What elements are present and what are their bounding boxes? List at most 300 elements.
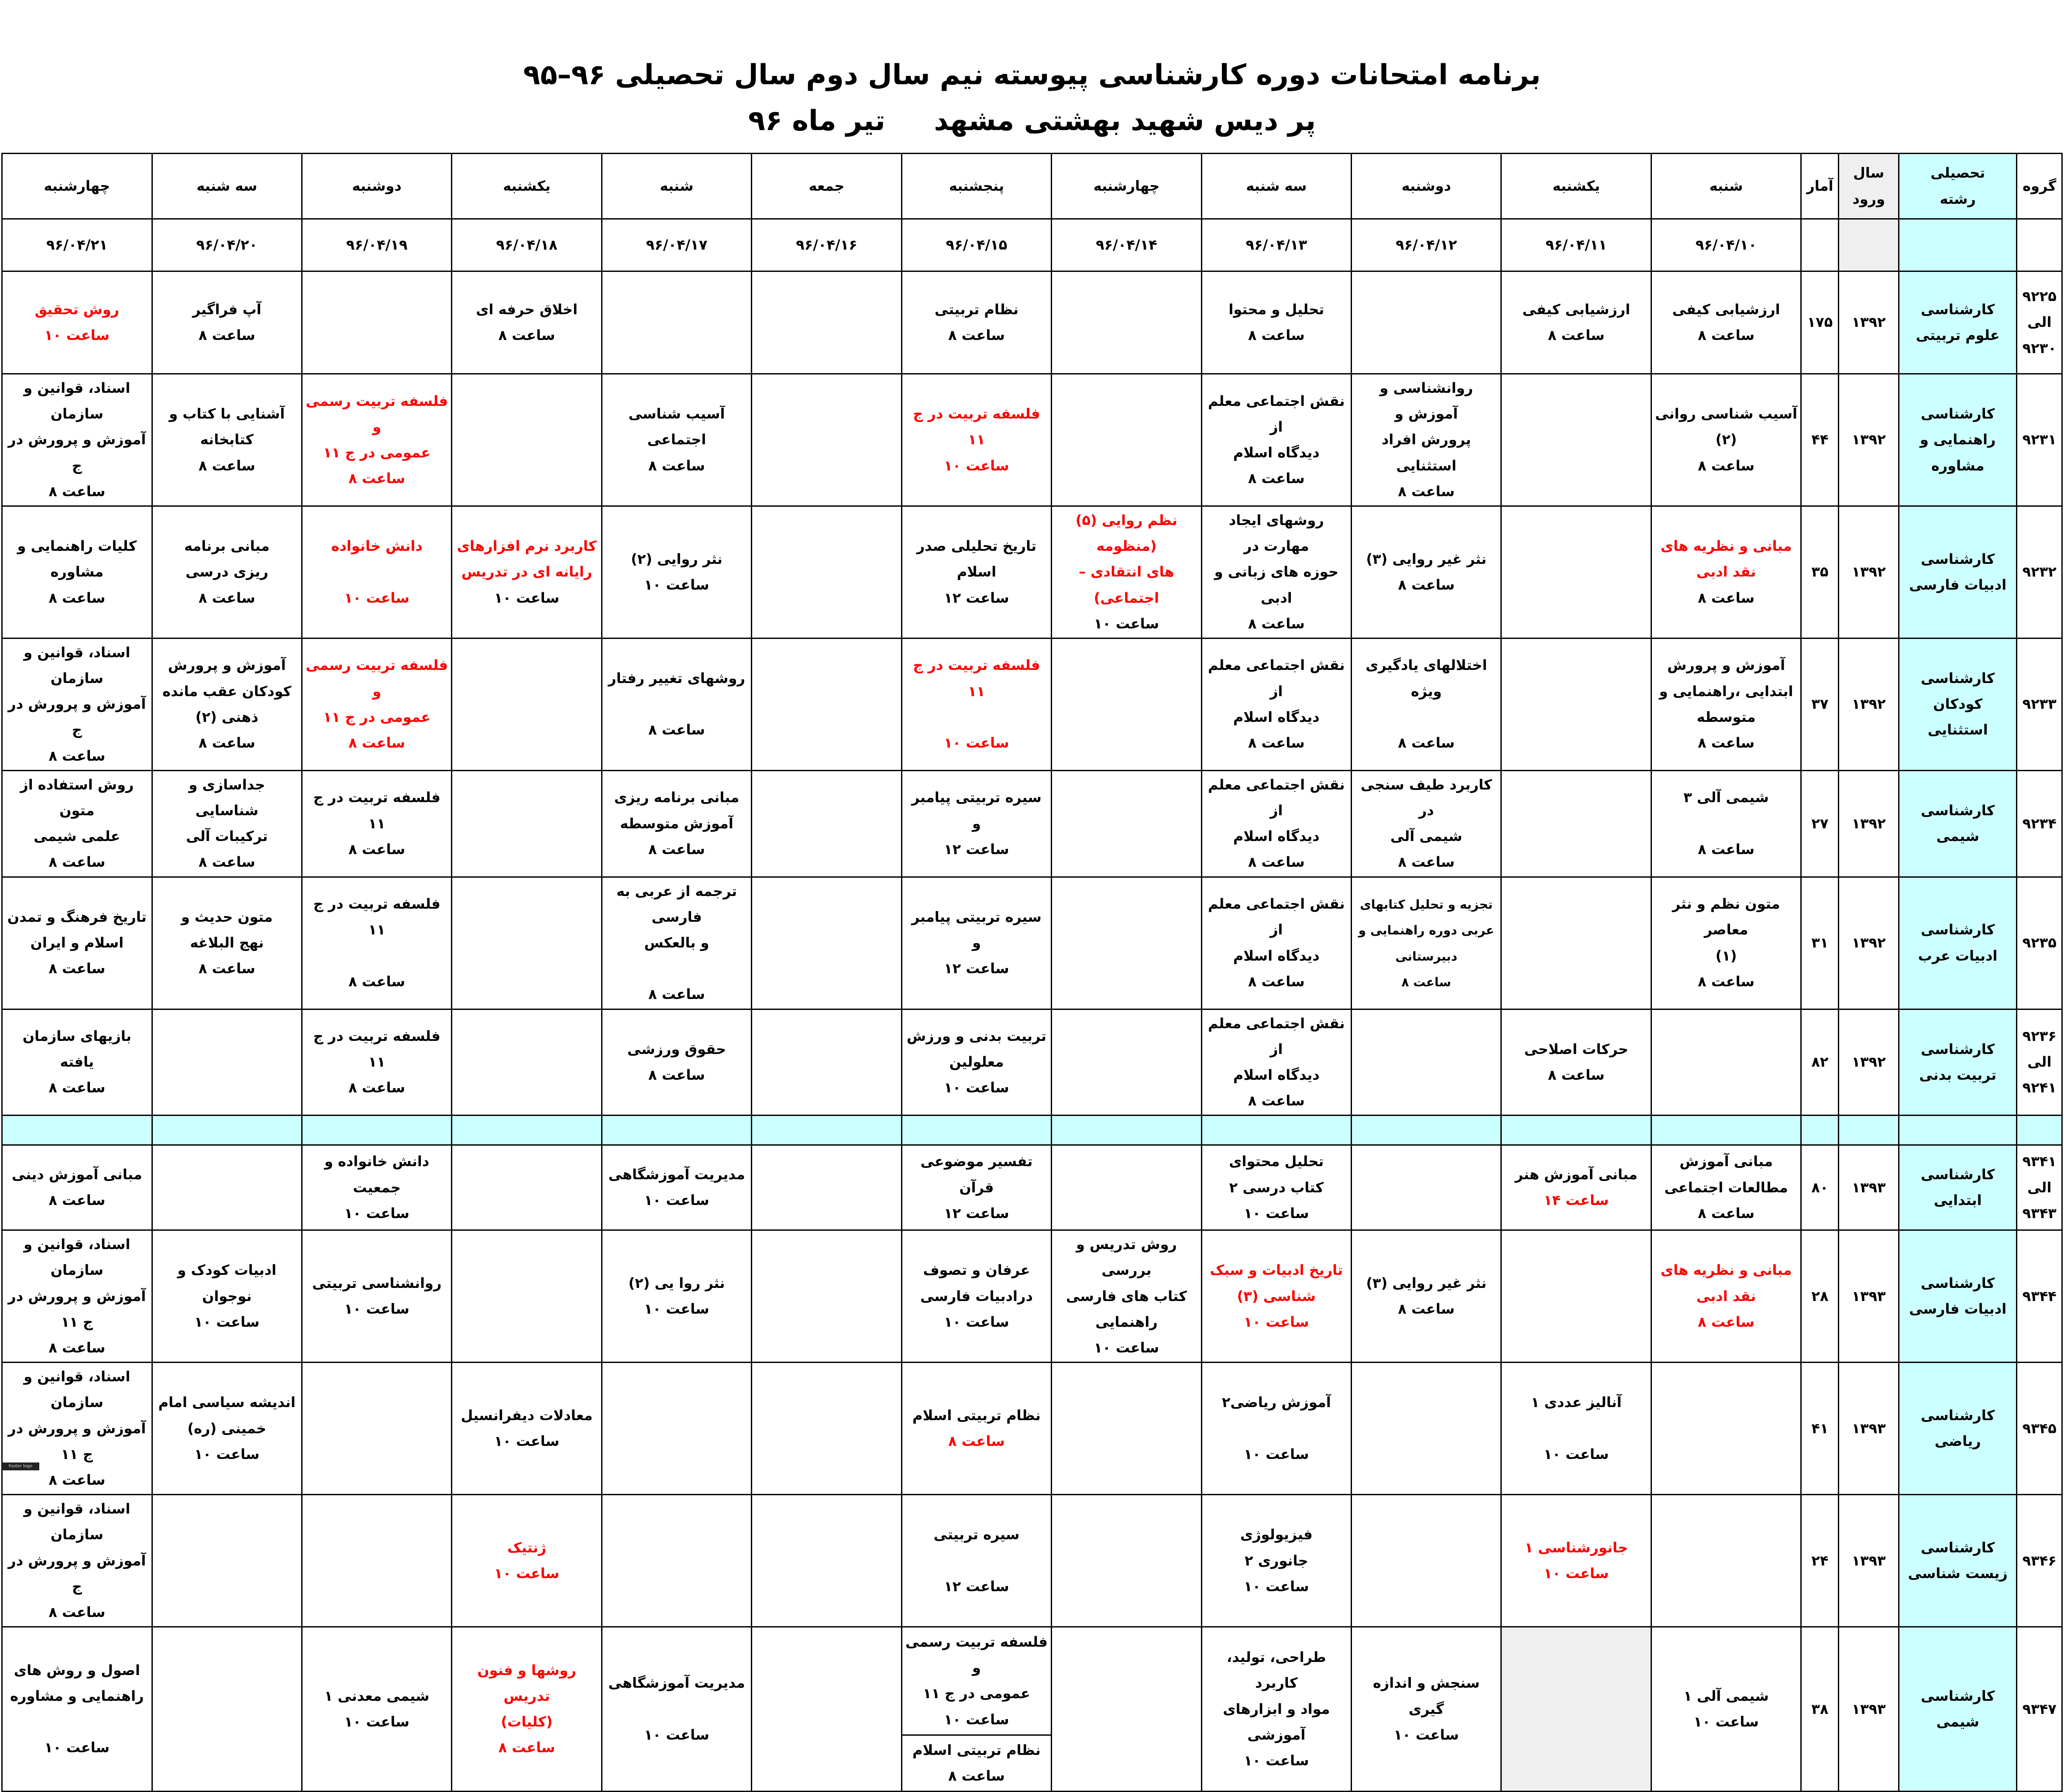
separator-cell — [2, 1116, 152, 1145]
exam-cell — [2, 638, 152, 770]
table-row — [2, 770, 2062, 877]
student-count: ۲۴ — [1801, 1495, 1839, 1627]
exam-cell — [302, 1009, 451, 1116]
exam-cell — [1352, 1363, 1501, 1495]
exam-text: آسیب شناسی اجتماعی ساعت ۸ — [628, 405, 725, 474]
exam-cell — [302, 1145, 451, 1230]
exam-text: نثر غیر روایی (۳) ساعت ۸ — [1366, 550, 1487, 593]
exam-cell — [452, 1363, 602, 1495]
exam-text: طراحی، تولید، کاربرد مواد و ابزارهای آموزشی ساعت ۱۰ — [1223, 1649, 1330, 1769]
exam-cell — [1052, 1627, 1201, 1792]
exam-cell — [901, 877, 1051, 1009]
exam-cell — [302, 877, 451, 1009]
exam-text: اصول و روش های راهنمایی و مشاوره ساعت ۱۰ — [10, 1662, 144, 1756]
exam-cell — [1052, 374, 1201, 506]
exam-cell — [1201, 1145, 1351, 1230]
header-date: ۹۶/۰۴/۱۵ — [901, 219, 1051, 271]
exam-text: نقش اجتماعی معلم از دیدگاه اسلام ساعت ۸ — [1208, 1015, 1345, 1109]
exam-text: سنجش و اندازه گیری ساعت ۱۰ — [1373, 1675, 1480, 1743]
exam-text: فلسفه تربیت رسمی و عمومی در ج ۱۱ ساعت ۱۰ — [902, 1627, 1051, 1736]
exam-text: ارزشیابی کیفی ساعت ۸ — [1522, 301, 1631, 343]
exam-text: بازیهای سازمان یافته ساعت ۸ — [22, 1028, 131, 1096]
exam-cell — [1501, 1230, 1651, 1363]
exam-text: تربیت بدنی و ورزش معلولین ساعت ۱۰ — [906, 1028, 1046, 1096]
exam-cell — [1052, 1230, 1201, 1363]
exam-cell — [152, 506, 302, 638]
header-date: ۹۶/۰۴/۲۰ — [152, 219, 302, 271]
group-code: ۹۳۴۵ — [2017, 1363, 2062, 1495]
exam-cell — [1352, 770, 1501, 877]
exam-text: تحلیل محتوای کتاب درسی ۲ ساعت ۱۰ — [1229, 1153, 1324, 1222]
exam-text: تاریخ فرهنگ و تمدن اسلام و ایران ساعت ۸ — [7, 908, 147, 977]
exam-schedule-table — [1, 153, 2063, 1792]
header-blank — [1801, 219, 1839, 271]
exam-cell — [302, 770, 451, 877]
exam-cell — [602, 1145, 751, 1230]
exam-cell — [1651, 506, 1801, 638]
exam-text: مبانی و نظریه های نقد ادبی ساعت ۸ — [1660, 1262, 1792, 1330]
exam-text: نظام تربیتی اسلام ساعت ۸ — [912, 1741, 1041, 1784]
exam-cell — [1651, 271, 1801, 374]
entry-year: ۱۳۹۲ — [1839, 271, 1899, 374]
exam-text: آموزش و پرورش کودکان عقب مانده ذهنی (۲) ساعت ۸ — [162, 657, 292, 752]
exam-time: ساعت ۸ — [948, 1433, 1005, 1450]
exam-cell — [1352, 1627, 1501, 1792]
exam-text: روشهای تغییر رفتار ساعت ۸ — [608, 670, 745, 738]
exam-cell — [152, 374, 302, 506]
exam-cell — [1052, 1495, 1201, 1627]
exam-text: حرکات اصلاحی ساعت ۸ — [1524, 1040, 1628, 1083]
exam-cell — [901, 506, 1051, 638]
field-name: کارشناسی شیمی — [1899, 1627, 2017, 1792]
exam-cell — [452, 877, 602, 1009]
exam-cell — [152, 770, 302, 877]
exam-text: اسناد، قوانین و سازمان آموزش و پرورش در ج ۱۱ ساعت ۸ — [8, 1368, 146, 1488]
footer-logo-text: footer logo — [8, 1464, 33, 1469]
exam-cell — [452, 374, 602, 506]
table-row — [2, 1230, 2062, 1363]
exam-text: نقش اجتماعی معلم از دیدگاه اسلام ساعت ۸ — [1208, 392, 1345, 487]
field-name: کارشناسی کودکان استثنایی — [1899, 638, 2017, 770]
student-count: ۳۱ — [1801, 877, 1839, 1009]
exam-cell — [452, 1009, 602, 1116]
header-day: یکشنبه — [452, 154, 602, 219]
header-date: ۹۶/۰۴/۱۴ — [1052, 219, 1201, 271]
exam-cell — [752, 877, 901, 1009]
field-name: کارشناسی تربیت بدنی — [1899, 1009, 2017, 1116]
exam-cell — [152, 1627, 302, 1792]
exam-time: ساعت ۱۰ — [494, 589, 560, 606]
header-date: ۹۶/۰۴/۱۶ — [752, 219, 901, 271]
header-date: ۹۶/۰۴/۲۱ — [2, 219, 152, 271]
table-row — [2, 271, 2062, 374]
exam-cell — [152, 1009, 302, 1116]
exam-cell — [2, 271, 152, 374]
exam-text: اخلاق حرفه ای ساعت ۸ — [476, 301, 578, 343]
exam-text: فیزیولوژی جانوری ۲ ساعت ۱۰ — [1240, 1526, 1313, 1595]
exam-text: نظام تربیتی اسلام — [912, 1407, 1041, 1424]
separator-cell — [1651, 1116, 1801, 1145]
exam-cell — [1352, 374, 1501, 506]
exam-text: شیمی آلی ۳ ساعت ۸ — [1683, 789, 1769, 858]
header-blank — [1839, 219, 1899, 271]
exam-cell — [1201, 1230, 1351, 1363]
exam-text: ترجمه از عربی به فارسی و بالعکس ساعت ۸ — [616, 882, 737, 1003]
exam-cell — [1201, 638, 1351, 770]
exam-text: تحلیل و محتوا ساعت ۸ — [1228, 301, 1324, 343]
group-code: ۹۲۳۵ — [2017, 877, 2062, 1009]
exam-cell — [152, 271, 302, 374]
student-count: ۱۷۵ — [1801, 271, 1839, 374]
separator-cell — [1839, 1116, 1899, 1145]
student-count: ۳۷ — [1801, 638, 1839, 770]
exam-cell — [152, 1230, 302, 1363]
exam-text: اندیشه سیاسی امام خمینی (ره) ساعت ۱۰ — [158, 1394, 296, 1462]
exam-cell — [1052, 770, 1201, 877]
exam-cell — [602, 271, 751, 374]
exam-text: سیره تربیتی ساعت ۱۲ — [933, 1526, 1020, 1595]
exam-text: مبانی آموزش دینی ساعت ۸ — [11, 1166, 142, 1209]
entry-year: ۱۳۹۲ — [1839, 770, 1899, 877]
separator-cell — [901, 1116, 1051, 1145]
table-row — [2, 1009, 2062, 1116]
exam-cell — [1651, 1495, 1801, 1627]
exam-cell — [302, 374, 451, 506]
exam-cell — [1052, 1363, 1201, 1495]
separator-cell — [1352, 1116, 1501, 1145]
header-day: یکشنبه — [1501, 154, 1651, 219]
separator-cell — [1201, 1116, 1351, 1145]
exam-cell — [1052, 638, 1201, 770]
exam-cell — [1501, 1145, 1651, 1230]
exam-cell — [1352, 1145, 1501, 1230]
exam-text: کاربرد طیف سنجی در شیمی آلی ساعت ۸ — [1360, 776, 1492, 871]
exam-text: آپ فراگیر ساعت ۸ — [192, 301, 261, 343]
field-name: کارشناسی ادبیات عرب — [1899, 877, 2017, 1009]
exam-cell — [901, 374, 1051, 506]
exam-cell — [152, 1363, 302, 1495]
exam-cell — [901, 1145, 1051, 1230]
exam-time: ساعت ۱۴ — [1543, 1192, 1609, 1209]
exam-cell — [602, 1363, 751, 1495]
student-count: ۳۵ — [1801, 506, 1839, 638]
separator-cell — [1801, 1116, 1839, 1145]
exam-cell — [1352, 1009, 1501, 1116]
entry-year: ۱۳۹۳ — [1839, 1230, 1899, 1363]
exam-text: روش تدریس و بررسی کتاب های فارسی راهنمایی ساعت ۱۰ — [1066, 1236, 1187, 1356]
group-code: ۹۳۴۴ — [2017, 1230, 2062, 1363]
exam-cell — [752, 770, 901, 877]
exam-cell — [1201, 1627, 1351, 1792]
exam-text: کاربرد نرم افزارهای رایانه ای در تدریس — [457, 538, 597, 580]
exam-text: مدیریت آموزشگاهی ساعت ۱۰ — [608, 1675, 745, 1743]
exam-cell — [1501, 374, 1651, 506]
separator-cell — [602, 1116, 751, 1145]
exam-time: ساعت ۱۰ — [1094, 615, 1159, 632]
exam-cell — [1501, 1363, 1651, 1495]
header-date: ۹۶/۰۴/۱۷ — [602, 219, 751, 271]
exam-cell — [452, 506, 602, 638]
exam-text: تاریخ تحلیلی صدر اسلام ساعت ۱۲ — [916, 538, 1037, 606]
header-date: ۹۶/۰۴/۱۸ — [452, 219, 602, 271]
exam-cell — [1352, 638, 1501, 770]
header-date: ۹۶/۰۴/۱۹ — [302, 219, 451, 271]
exam-cell — [452, 271, 602, 374]
exam-text: آشنایی با کتاب و کتابخانه ساعت ۸ — [169, 405, 285, 474]
exam-cell — [1501, 1495, 1651, 1627]
group-code: ۹۳۴۱ الی ۹۳۴۳ — [2017, 1145, 2062, 1230]
table-row — [2, 638, 2062, 770]
page-subtitle: پر دیس شهید بهشتی مشهد تیر ماه ۹۶ — [748, 105, 1316, 137]
exam-cell — [1201, 770, 1351, 877]
exam-cell — [1052, 877, 1201, 1009]
exam-text: مبانی برنامه ریزی درسی ساعت ۸ — [184, 538, 270, 606]
exam-cell — [1352, 1495, 1501, 1627]
entry-year: ۱۳۹۲ — [1839, 1009, 1899, 1116]
exam-cell — [1651, 770, 1801, 877]
header-day: شنبه — [602, 154, 751, 219]
exam-text: نظام تربیتی ساعت ۸ — [934, 301, 1019, 343]
exam-text: فلسفه تربیت در ج ۱۱ ساعت ۸ — [313, 789, 440, 858]
exam-cell — [1201, 1363, 1351, 1495]
exam-text: فلسفه تربیت رسمی و عمومی در ج ۱۱ ساعت ۸ — [306, 657, 448, 752]
exam-text: فلسفه تربیت رسمی و عمومی در ج ۱۱ ساعت ۸ — [306, 392, 448, 487]
exam-text: اسناد، قوانین و سازمان آموزش و پرورش در ج ساعت ۸ — [8, 1500, 146, 1620]
separator-cell — [1899, 1116, 2017, 1145]
exam-text: مبانی آموزش مطالعات اجتماعی ساعت ۸ — [1664, 1153, 1788, 1222]
exam-cell — [752, 1009, 901, 1116]
exam-text: ارزشیابی کیفی ساعت ۸ — [1672, 301, 1780, 343]
entry-year: ۱۳۹۲ — [1839, 877, 1899, 1009]
student-count: ۳۸ — [1801, 1627, 1839, 1792]
exam-cell — [1201, 374, 1351, 506]
exam-text: عرفان و تصوف درادبیات فارسی ساعت ۱۰ — [920, 1262, 1033, 1330]
exam-cell — [752, 271, 901, 374]
exam-cell — [1201, 877, 1351, 1009]
group-code: ۹۲۳۳ — [2017, 638, 2062, 770]
entry-year: ۱۳۹۲ — [1839, 374, 1899, 506]
exam-cell — [1651, 877, 1801, 1009]
group-code: ۹۳۴۶ — [2017, 1495, 2062, 1627]
exam-cell — [901, 1495, 1051, 1627]
separator-cell — [452, 1116, 602, 1145]
exam-cell — [901, 638, 1051, 770]
exam-cell — [602, 877, 751, 1009]
header-day: سه شنبه — [152, 154, 302, 219]
field-name: کارشناسی زیست شناسی — [1899, 1495, 2017, 1627]
group-code: ۹۳۴۷ — [2017, 1627, 2062, 1792]
exam-text: مدیریت آموزشگاهی ساعت ۱۰ — [608, 1166, 745, 1209]
exam-text: فلسفه تربیت در ج ۱۱ ساعت ۱۰ — [913, 405, 1040, 474]
header-blank — [1899, 219, 2017, 271]
exam-cell — [752, 1145, 901, 1230]
exam-cell — [302, 271, 451, 374]
exam-cell — [752, 1627, 901, 1792]
exam-text: ژنتیک ساعت ۱۰ — [494, 1539, 560, 1582]
field-name: کارشناسی ابتدایی — [1899, 1145, 2017, 1230]
exam-text: حقوق ورزشی ساعت ۸ — [627, 1040, 726, 1083]
exam-cell — [452, 1145, 602, 1230]
exam-cell — [1352, 506, 1501, 638]
entry-year: ۱۳۹۳ — [1839, 1627, 1899, 1792]
header-date: ۹۶/۰۴/۱۳ — [1201, 219, 1351, 271]
exam-text: مبانی آموزش هنر — [1515, 1166, 1637, 1183]
exam-cell — [1651, 1363, 1801, 1495]
exam-text: نثر روا یی (۲) ساعت ۱۰ — [628, 1275, 725, 1318]
exam-text: متون حدیث و نهج البلاغه ساعت ۸ — [181, 908, 273, 977]
header-date: ۹۶/۰۴/۱۱ — [1501, 219, 1651, 271]
exam-cell — [1501, 877, 1651, 1009]
exam-cell — [901, 770, 1051, 877]
exam-cell — [302, 1495, 451, 1627]
exam-text: فلسفه تربیت در ج ۱۱ ساعت ۸ — [313, 896, 440, 990]
exam-cell — [452, 1627, 602, 1792]
exam-cell — [602, 1230, 751, 1363]
exam-text: تاریخ ادبیات و سبک شناسی (۳) ساعت ۱۰ — [1210, 1262, 1343, 1330]
exam-cell — [302, 1363, 451, 1495]
field-name: کارشناسی ادبیات فارسی — [1899, 506, 2017, 638]
exam-cell — [602, 1009, 751, 1116]
exam-cell — [752, 1230, 901, 1363]
exam-text: نقش اجتماعی معلم از دیدگاه اسلام ساعت ۸ — [1208, 657, 1345, 752]
exam-text: دانش خانواده ساعت ۱۰ — [331, 538, 423, 606]
table-row — [2, 1627, 2062, 1792]
exam-cell — [1651, 1145, 1801, 1230]
group-code: ۹۲۳۶ الی ۹۲۴۱ — [2017, 1009, 2062, 1116]
exam-text: روانشناسی و آموزش و پرورش افراد استثنایی ساعت ۸ — [1379, 380, 1473, 500]
exam-cell — [1201, 1495, 1351, 1627]
exam-cell — [302, 1627, 451, 1792]
table-row — [2, 1145, 2062, 1230]
separator-cell — [2017, 1116, 2062, 1145]
exam-cell — [1651, 638, 1801, 770]
exam-text: نقش اجتماعی معلم از دیدگاه اسلام ساعت ۸ — [1208, 776, 1345, 871]
exam-text: جانورشناسی ۱ ساعت ۱۰ — [1524, 1539, 1628, 1582]
exam-cell — [1501, 1627, 1651, 1792]
exam-text: شیمی آلی ۱ ساعت ۱۰ — [1683, 1687, 1769, 1730]
exam-cell — [1501, 1009, 1651, 1116]
exam-cell — [1501, 271, 1651, 374]
exam-cell — [1651, 1009, 1801, 1116]
exam-cell — [1052, 271, 1201, 374]
table-row — [2, 374, 2062, 506]
exam-cell — [752, 1363, 901, 1495]
exam-text: آسیب شناسی روانی (۲) ساعت ۸ — [1655, 405, 1797, 474]
exam-text: شیمی معدنی ۱ ساعت ۱۰ — [324, 1687, 430, 1730]
exam-cell — [1651, 374, 1801, 506]
exam-cell — [901, 1230, 1051, 1363]
page-title: برنامه امتحانات دوره کارشناسی پیوسته نیم سال دوم سال تحصیلی ۹۶–۹۵ — [523, 59, 1541, 91]
entry-year: ۱۳۹۲ — [1839, 638, 1899, 770]
exam-cell — [901, 1363, 1051, 1495]
exam-cell — [302, 1230, 451, 1363]
separator-cell — [1052, 1116, 1201, 1145]
exam-cell — [1052, 506, 1201, 638]
exam-cell — [152, 877, 302, 1009]
exam-cell — [452, 1230, 602, 1363]
exam-text: نظم روایی (۵) (منظومه های انتقادی – اجتماعی) — [1075, 512, 1177, 606]
exam-text: نثر روایی (۲) ساعت ۱۰ — [631, 550, 722, 593]
exam-cell — [2, 1627, 152, 1792]
exam-text: فلسفه تربیت در ج ۱۱ ساعت ۱۰ — [913, 657, 1040, 752]
entry-year: ۱۳۹۳ — [1839, 1495, 1899, 1627]
exam-text: آموزش ریاضی۲ ساعت ۱۰ — [1221, 1394, 1331, 1462]
exam-text: روش استفاده از متون علمی شیمی ساعت ۸ — [20, 776, 134, 871]
exam-text: معادلات دیفرانسیل ساعت ۱۰ — [461, 1407, 593, 1450]
student-count: ۴۴ — [1801, 374, 1839, 506]
exam-cell — [752, 1495, 901, 1627]
field-name: کارشناسی شیمی — [1899, 770, 2017, 877]
exam-text: مبانی و نظریه های نقد ادبی — [1660, 538, 1792, 580]
header-day: چهارشنبه — [1052, 154, 1201, 219]
exam-cell — [602, 374, 751, 506]
group-code: ۹۲۳۴ — [2017, 770, 2062, 877]
footer-logo — [2, 1462, 39, 1470]
exam-cell — [901, 1009, 1051, 1116]
exam-text: اسناد، قوانین و سازمان آموزش و پرورش در ج ۱۱ ساعت ۸ — [8, 1236, 146, 1356]
exam-cell — [752, 638, 901, 770]
exam-cell — [452, 638, 602, 770]
exam-text: متون نظم و نثر معاصر (۱) ساعت ۸ — [1672, 896, 1780, 990]
student-count: ۲۷ — [1801, 770, 1839, 877]
entry-year: ۱۳۹۳ — [1839, 1145, 1899, 1230]
group-code: ۹۲۳۱ — [2017, 374, 2062, 506]
student-count: ۸۲ — [1801, 1009, 1839, 1116]
separator-cell — [302, 1116, 451, 1145]
exam-text: تجزیه و تحلیل کتابهای عربی دوره راهنمایی و دبیرستانی ساعت ۸ — [1358, 897, 1494, 989]
exam-text: دانش خانواده و جمعیت ساعت ۱۰ — [324, 1153, 430, 1222]
exam-text: مبانی برنامه ریزی آموزش متوسطه ساعت ۸ — [614, 789, 740, 858]
header-day: چهارشنبه — [2, 154, 152, 219]
student-count: ۲۸ — [1801, 1230, 1839, 1363]
exam-cell — [1501, 638, 1651, 770]
exam-cell — [2, 770, 152, 877]
exam-text: سیره تربیتی پیامبر و ساعت ۱۲ — [911, 908, 1042, 977]
header-day: دوشنبه — [1352, 154, 1501, 219]
exam-text: اسناد، قوانین و سازمان آموزش و پرورش در ج ساعت ۸ — [8, 380, 146, 500]
header-group: گروه — [2017, 154, 2062, 219]
exam-cell — [752, 374, 901, 506]
exam-cell — [1052, 1009, 1201, 1116]
exam-text: روشهای ایجاد مهارت در حوزه های زبانی و ادبی ساعت ۸ — [1214, 512, 1338, 632]
exam-text: جداسازی و شناسایی ترکیبات آلی ساعت ۸ — [186, 776, 268, 871]
exam-text: اختلالهای یادگیری ویژه ساعت ۸ — [1366, 657, 1487, 752]
field-name: کارشناسی علوم تربیتی — [1899, 271, 2017, 374]
exam-cell — [602, 506, 751, 638]
exam-cell — [302, 506, 451, 638]
exam-cell — [2, 1495, 152, 1627]
exam-text: سیره تربیتی پیامبر و ساعت ۱۲ — [911, 789, 1042, 858]
exam-cell — [152, 638, 302, 770]
exam-cell — [602, 1627, 751, 1792]
exam-cell — [152, 1145, 302, 1230]
exam-text: اسناد، قوانین و سازمان آموزش و پرورش در ج ساعت ۸ — [8, 644, 146, 764]
exam-text: ادبیات کودک و نوجوان ساعت ۱۰ — [177, 1262, 277, 1330]
exam-cell — [1352, 877, 1501, 1009]
exam-cell — [2, 877, 152, 1009]
exam-cell — [2, 1230, 152, 1363]
exam-cell — [1501, 770, 1651, 877]
exam-cell — [602, 1495, 751, 1627]
header-date: ۹۶/۰۴/۱۲ — [1352, 219, 1501, 271]
exam-cell — [1651, 1627, 1801, 1792]
exam-cell — [1501, 506, 1651, 638]
header-day: سه شنبه — [1201, 154, 1351, 219]
header-day: دوشنبه — [302, 154, 451, 219]
exam-text: آموزش و پرورش ابتدایی ،راهنمایی و متوسطه ساعت ۸ — [1659, 657, 1793, 752]
header-day: پنجشنبه — [901, 154, 1051, 219]
exam-cell — [602, 770, 751, 877]
